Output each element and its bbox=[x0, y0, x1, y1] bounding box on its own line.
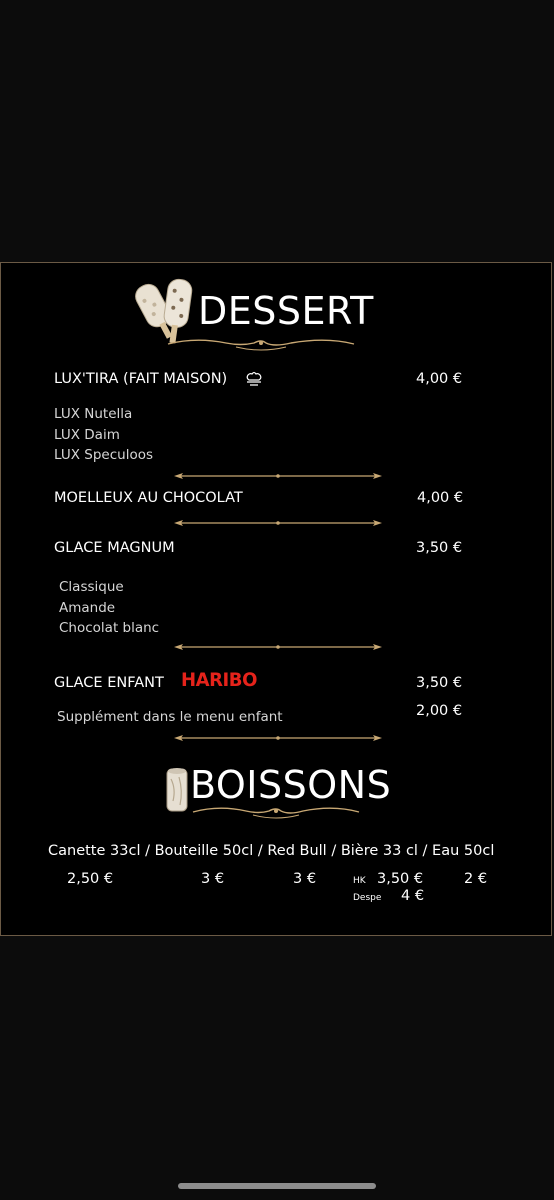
supplement-label: Supplément dans le menu enfant bbox=[57, 709, 283, 725]
price-supplement: 2,00 € bbox=[416, 703, 463, 719]
menu-item-luxtira: LUX'TIRA (FAIT MAISON) bbox=[54, 371, 228, 387]
list-item: LUX Daim bbox=[54, 426, 120, 443]
list-item: Chocolat blanc bbox=[59, 620, 160, 636]
price-eau: 2 € bbox=[464, 871, 488, 887]
list-item: LUX Speculoos bbox=[54, 447, 153, 463]
drinks-header: Canette 33cl / Bouteille 50cl / Red Bull / Bière 33 cl / Eau 50cl bbox=[48, 843, 495, 859]
divider-ornament bbox=[173, 733, 383, 743]
menu-item-glace-enfant: GLACE ENFANT bbox=[54, 675, 164, 691]
price-luxtira: 4,00 € bbox=[416, 371, 463, 387]
chef-hat-icon bbox=[245, 371, 263, 387]
divider-ornament bbox=[173, 642, 383, 652]
divider-ornament bbox=[173, 471, 383, 481]
list-item: Amande bbox=[59, 599, 116, 616]
list-item: Classique bbox=[59, 579, 124, 595]
menu-item-magnum: GLACE MAGNUM bbox=[54, 540, 175, 556]
haribo-logo: HARIBO bbox=[180, 669, 257, 691]
price-hk: 3,50 € bbox=[377, 871, 424, 887]
home-indicator[interactable] bbox=[178, 1183, 376, 1189]
list-item: LUX Nutella bbox=[54, 406, 133, 422]
can-icon bbox=[164, 765, 192, 815]
boissons-title-ornament bbox=[191, 803, 361, 821]
luxtira-options bbox=[54, 404, 153, 466]
price-moelleux: 4,00 € bbox=[417, 490, 464, 506]
price-canette: 2,50 € bbox=[67, 871, 114, 887]
dessert-title-ornament bbox=[166, 335, 356, 353]
price-glace-enfant: 3,50 € bbox=[416, 675, 463, 691]
despe-label: Despe bbox=[353, 893, 382, 903]
magnum-options bbox=[59, 577, 159, 639]
price-magnum: 3,50 € bbox=[416, 540, 463, 556]
boissons-title: BOISSONS bbox=[190, 763, 392, 807]
dessert-title: DESSERT bbox=[198, 289, 374, 333]
menu-board bbox=[0, 262, 552, 936]
hk-label: HK bbox=[353, 876, 366, 886]
divider-ornament bbox=[173, 518, 383, 528]
price-bouteille: 3 € bbox=[201, 871, 225, 887]
menu-item-moelleux: MOELLEUX AU CHOCOLAT bbox=[54, 490, 243, 506]
price-redbull: 3 € bbox=[293, 871, 317, 887]
price-despe: 4 € bbox=[401, 888, 425, 904]
